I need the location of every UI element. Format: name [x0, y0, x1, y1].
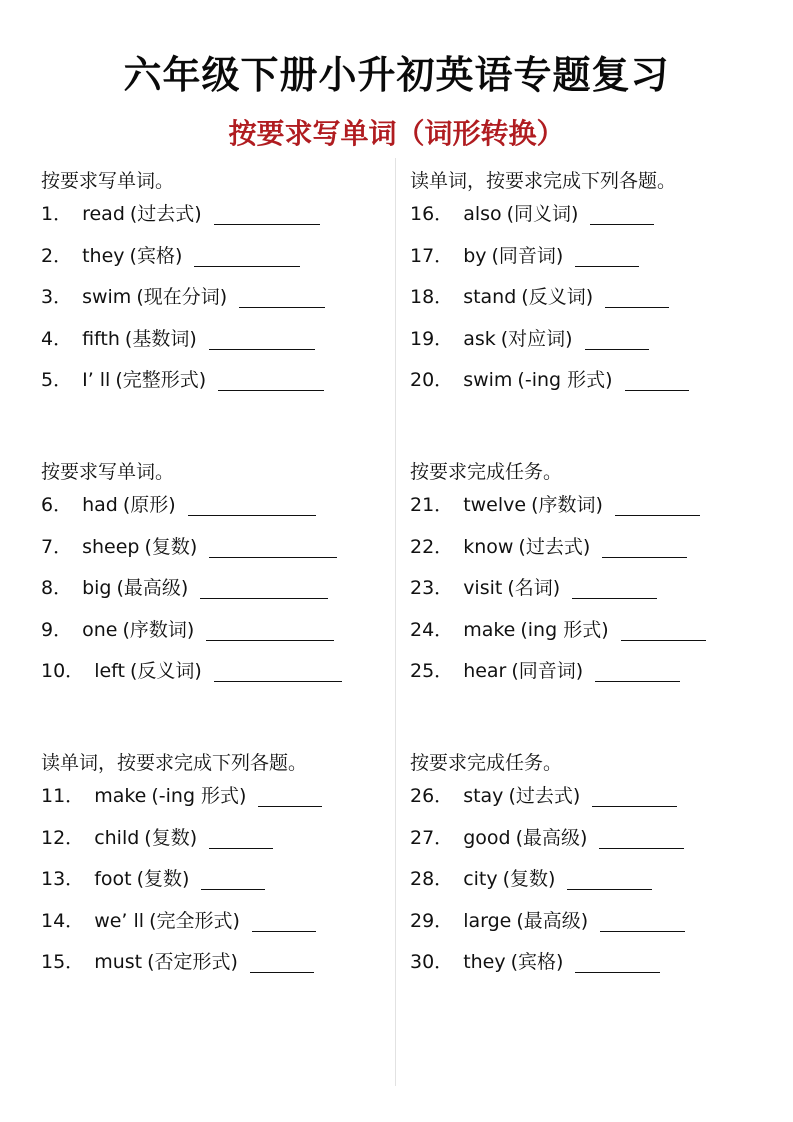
answer-blank[interactable] — [194, 243, 300, 267]
item-word: know — [463, 535, 514, 558]
item-hint: (否定形式) — [147, 951, 238, 974]
section-heading: 读单词，按要求完成下列各题。 — [410, 170, 677, 192]
item-number: 27． — [410, 826, 454, 849]
item-number: 6． — [41, 494, 73, 516]
item-hint: (过去式) — [129, 203, 202, 225]
exercise-item — [41, 825, 401, 867]
exercise-item — [41, 866, 401, 908]
item-word: one — [82, 618, 118, 641]
item-word: hear — [463, 660, 507, 683]
item-word: must — [94, 951, 143, 974]
answer-blank[interactable] — [209, 825, 273, 849]
exercise-item — [410, 243, 770, 285]
item-hint: (最高级) — [515, 826, 588, 849]
item-word: swim — [463, 369, 513, 392]
item-number: 23． — [410, 577, 454, 600]
item-hint: (完全形式) — [149, 909, 240, 932]
item-number: 15． — [41, 951, 85, 974]
answer-blank[interactable] — [572, 575, 657, 599]
item-word: big — [82, 577, 112, 600]
exercise-item — [41, 534, 401, 576]
item-number: 25． — [410, 660, 454, 683]
item-hint: (-ing 形式) — [151, 785, 247, 807]
item-word: swim — [82, 286, 132, 309]
exercise-item — [41, 201, 401, 243]
answer-blank[interactable] — [258, 783, 322, 807]
answer-blank[interactable] — [218, 367, 324, 391]
item-hint: (ing 形式) — [520, 618, 609, 641]
item-hint: (同音词) — [491, 244, 564, 267]
exercise-section — [410, 750, 770, 1041]
answer-blank[interactable] — [575, 949, 660, 973]
item-hint: (同义词) — [506, 203, 579, 225]
answer-blank[interactable] — [567, 866, 652, 890]
answer-blank[interactable] — [602, 534, 687, 558]
item-number: 22． — [410, 535, 454, 558]
item-number: 3． — [41, 286, 73, 309]
answer-blank[interactable] — [239, 284, 325, 308]
item-hint: (复数) — [144, 826, 198, 849]
item-hint: (复数) — [136, 868, 190, 891]
answer-blank[interactable] — [615, 492, 700, 516]
exercise-item — [410, 284, 770, 326]
exercise-item — [410, 367, 770, 409]
answer-blank[interactable] — [605, 284, 669, 308]
item-hint: (最高级) — [116, 577, 189, 600]
exercise-item — [41, 243, 401, 285]
item-word: left — [94, 660, 125, 683]
item-hint: (反义词) — [521, 286, 594, 309]
exercise-item — [41, 575, 401, 617]
item-word: sheep — [82, 535, 140, 558]
item-number: 11． — [41, 785, 85, 807]
item-number: 28． — [410, 868, 454, 891]
exercise-item — [410, 326, 770, 368]
item-hint: (现在分词) — [136, 286, 228, 309]
item-hint: (序数词) — [531, 494, 603, 516]
item-number: 26． — [410, 785, 454, 807]
answer-blank[interactable] — [592, 783, 677, 807]
exercise-item — [410, 575, 770, 617]
exercise-item — [410, 201, 770, 243]
item-number: 21． — [410, 494, 454, 516]
item-word: stay — [463, 785, 504, 807]
item-word: also — [463, 203, 502, 225]
item-hint: (基数词) — [124, 327, 197, 350]
item-number: 2． — [41, 244, 73, 267]
item-number: 13． — [41, 868, 85, 891]
item-hint: (名词) — [507, 577, 561, 600]
answer-blank[interactable] — [200, 575, 328, 599]
answer-blank[interactable] — [585, 326, 649, 350]
item-number: 19． — [410, 327, 454, 350]
item-number: 10． — [41, 660, 85, 683]
exercise-item — [410, 492, 770, 534]
exercise-item — [41, 617, 401, 659]
item-word: stand — [463, 286, 517, 309]
answer-blank[interactable] — [575, 243, 639, 267]
answer-blank[interactable] — [252, 908, 316, 932]
exercise-section — [41, 459, 401, 750]
section-heading: 按要求写单词。 — [41, 170, 175, 192]
item-word: read — [82, 203, 125, 225]
section-heading: 按要求完成任务。 — [410, 461, 563, 483]
exercise-item — [41, 658, 401, 700]
item-number: 14． — [41, 909, 85, 932]
item-hint: (过去式) — [508, 785, 581, 807]
exercise-item — [410, 783, 770, 825]
exercise-item — [410, 617, 770, 659]
answer-blank[interactable] — [209, 326, 315, 350]
answer-blank[interactable] — [250, 949, 314, 973]
answer-blank[interactable] — [621, 617, 706, 641]
right-column — [410, 168, 770, 1041]
answer-blank[interactable] — [201, 866, 265, 890]
item-number: 20． — [410, 369, 454, 392]
item-number: 7． — [41, 535, 73, 558]
item-word: had — [82, 494, 118, 516]
answer-blank[interactable] — [206, 617, 334, 641]
item-word: visit — [463, 577, 503, 600]
answer-blank[interactable] — [600, 908, 685, 932]
answer-blank[interactable] — [214, 201, 320, 225]
item-word: city — [463, 868, 498, 891]
item-hint: (原形) — [122, 494, 176, 516]
item-hint: (复数) — [144, 535, 198, 558]
answer-blank[interactable] — [590, 201, 654, 225]
item-word: we’ ll — [94, 909, 145, 932]
answer-blank[interactable] — [625, 367, 689, 391]
item-number: 17． — [410, 244, 454, 267]
exercise-item — [410, 908, 770, 950]
item-word: they — [82, 244, 125, 267]
item-number: 29． — [410, 909, 454, 932]
exercise-item — [41, 492, 401, 534]
answer-blank[interactable] — [599, 825, 684, 849]
exercise-section — [410, 459, 770, 750]
section-heading: 读单词，按要求完成下列各题。 — [41, 752, 308, 774]
section-heading: 按要求完成任务。 — [410, 752, 563, 774]
item-number: 4． — [41, 327, 73, 350]
item-word: child — [94, 826, 140, 849]
page-subtitle: 按要求写单词（词形转换） — [228, 117, 565, 150]
item-number: 16． — [410, 203, 454, 225]
item-hint: (完整形式) — [115, 369, 207, 392]
item-hint: (最高级) — [516, 909, 589, 932]
item-word: twelve — [463, 494, 527, 516]
item-word: good — [463, 826, 511, 849]
item-number: 12． — [41, 826, 85, 849]
item-hint: (反义词) — [129, 660, 202, 683]
left-column — [41, 168, 401, 1041]
item-hint: (同音词) — [511, 660, 584, 683]
item-word: make — [463, 618, 516, 641]
answer-blank[interactable] — [214, 658, 342, 682]
item-hint: (过去式) — [518, 535, 591, 558]
item-number: 5． — [41, 369, 73, 392]
exercise-item — [410, 658, 770, 700]
item-number: 18． — [410, 286, 454, 309]
exercise-item — [41, 367, 401, 409]
item-hint: (复数) — [502, 868, 556, 891]
exercise-item — [41, 326, 401, 368]
answer-blank[interactable] — [209, 534, 337, 558]
item-word: ask — [463, 327, 496, 350]
item-number: 8． — [41, 577, 73, 600]
item-hint: (-ing 形式) — [517, 369, 613, 392]
item-word: I’ ll — [82, 369, 111, 392]
page-title: 六年级下册小升初英语专题复习 — [123, 53, 670, 97]
item-word: make — [94, 785, 147, 807]
exercise-section — [41, 168, 401, 459]
exercise-item — [41, 949, 401, 991]
item-word: fifth — [82, 327, 120, 350]
item-hint: (对应词) — [500, 327, 573, 350]
answer-blank[interactable] — [595, 658, 680, 682]
item-word: large — [463, 909, 512, 932]
exercise-section — [410, 168, 770, 459]
item-number: 24． — [410, 618, 454, 641]
exercise-item — [41, 783, 401, 825]
exercise-item — [410, 949, 770, 991]
item-number: 1． — [41, 203, 73, 225]
item-number: 9． — [41, 618, 73, 641]
exercise-item — [410, 534, 770, 576]
exercise-item — [41, 908, 401, 950]
item-hint: (宾格) — [129, 244, 183, 267]
section-heading: 按要求写单词。 — [41, 461, 175, 483]
item-word: they — [463, 951, 506, 974]
exercise-section — [41, 750, 401, 1041]
exercise-item — [410, 866, 770, 908]
item-word: foot — [94, 868, 132, 891]
item-hint: (序数词) — [122, 618, 195, 641]
item-hint: (宾格) — [510, 951, 564, 974]
item-word: by — [463, 244, 487, 267]
answer-blank[interactable] — [188, 492, 316, 516]
exercise-item — [41, 284, 401, 326]
exercise-item — [410, 825, 770, 867]
item-number: 30． — [410, 951, 454, 974]
